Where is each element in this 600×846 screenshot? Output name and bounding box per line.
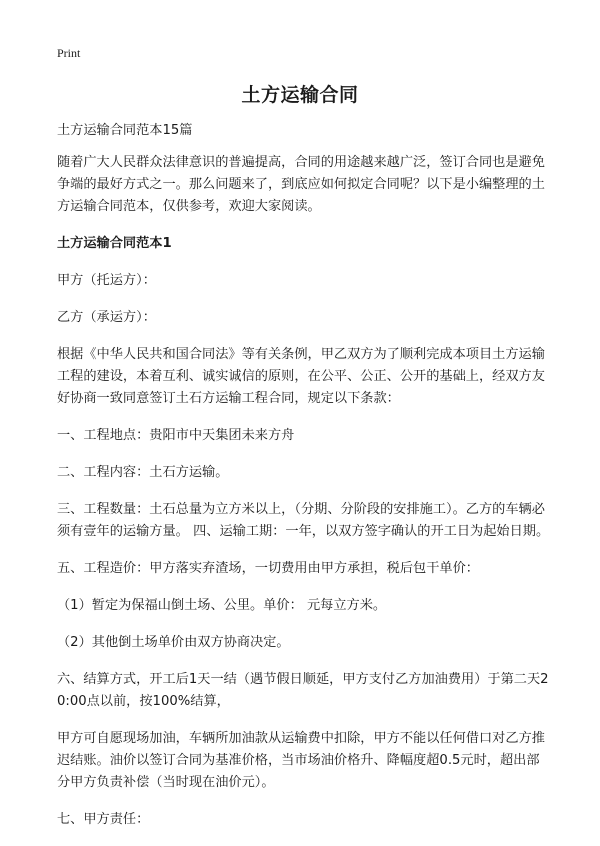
preamble-paragraph: 根据《中华人民共和国合同法》等有关条例，甲乙双方为了顺利完成本项目土方运输工程的建设，本着互利、诚实诚信的原则，在公平、公正、公开的基础上，经双方友好协商一致同意签订土石方运输工程合同，规定以下条款： <box>57 347 545 406</box>
clause-cost-item-1: （1）暂定为保福山倒土场、公里。单价： 元每立方米。 <box>57 598 387 613</box>
document-body <box>57 120 551 846</box>
clause-cost: 五、工程造价：甲方落实弃渣场，一切费用由甲方承担，税后包干单价： <box>57 561 479 576</box>
clause-quantity: 三、工程数量：土石总量为立方米以上，（分期、分阶段的安排施工）。乙方的车辆必须有壹年的运输方量。 四、运输工期：一年，以双方签字确认的开工日为起始日期。 <box>57 502 550 539</box>
clause-cost-item-2: （2）其他倒土场单价由双方协商决定。 <box>57 635 290 650</box>
intro-paragraph: 随着广大人民群众法律意识的普遍提高，合同的用途越来越广泛，签订合同也是避免争端的最好方式之一。那么问题来了，到底应如何拟定合同呢？以下是小编整理的土方运输合同范本，仅供参考，欢迎大家阅读。 <box>57 155 545 214</box>
section-heading: 土方运输合同范本1 <box>57 236 172 251</box>
clause-settlement: 六、结算方式，开工后1天一结（遇节假日顺延，甲方支付乙方加油费用）于第二天20:00点以前，按100%结算， <box>57 672 549 709</box>
clause-party-a-duty: 七、甲方责任： <box>57 812 150 827</box>
clause-content: 二、工程内容：土石方运输。 <box>57 465 229 480</box>
document-title: 土方运输合同 <box>241 84 359 106</box>
document-subtitle: 土方运输合同范本15篇 <box>57 123 193 138</box>
party-b-line: 乙方（承运方）： <box>57 310 156 325</box>
clause-fuel: 甲方可自愿现场加油，车辆所加油款从运输费中扣除，甲方不能以任何借口对乙方推迟结账。油价以签订合同为基准价格，当市场油价格升、降幅度超0.5元时，超出部分甲方负责补偿（当时现在油价元）。 <box>57 731 545 790</box>
print-link[interactable]: Print <box>57 46 81 60</box>
clause-location: 一、工程地点：贵阳市中天集团未来方舟 <box>57 428 295 443</box>
party-a-line: 甲方（托运方）： <box>57 273 156 288</box>
